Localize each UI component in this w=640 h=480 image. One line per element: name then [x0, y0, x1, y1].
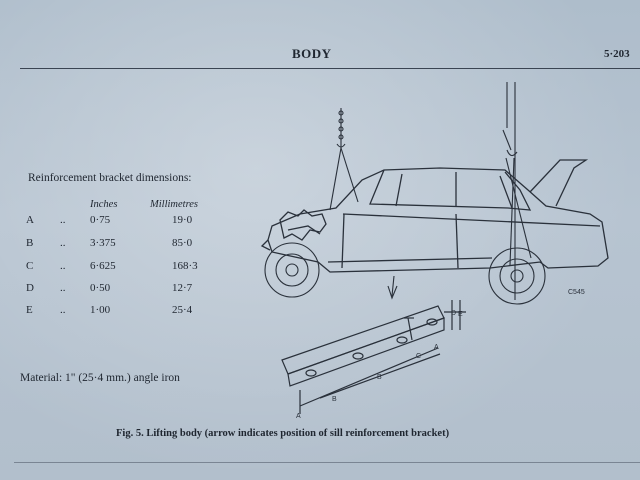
bracket-label-d: D [451, 310, 457, 317]
bracket-label-b: B [332, 396, 337, 403]
sill-reinforcement-bracket [282, 300, 466, 414]
lifting-chain-left [330, 108, 358, 210]
material-note: Material: 1" (25·4 mm.) angle iron [20, 372, 180, 384]
car-body [262, 160, 608, 272]
dimension-key: C [26, 260, 34, 272]
bracket-label-a-2: A [434, 344, 439, 351]
bracket-label-e: E [458, 311, 463, 318]
hoist-right [503, 82, 531, 300]
dimension-leader: .. [60, 304, 66, 316]
dimension-inches: 0·50 [90, 282, 111, 294]
dimension-key: A [26, 214, 34, 226]
dimension-inches: 0·75 [90, 214, 111, 226]
dimension-mm: 12·7 [172, 282, 193, 294]
column-header-millimetres: Millimetres [150, 199, 199, 210]
dimension-mm: 168·3 [172, 260, 198, 272]
figure-reference-code: C545 [568, 289, 585, 296]
column-header-inches: Inches [90, 199, 118, 210]
bracket-label-b-2: B [377, 374, 382, 381]
dimension-mm: 85·0 [172, 237, 193, 249]
rear-wheel [489, 248, 545, 304]
dimension-leader: .. [60, 282, 66, 294]
section-title: BODY [292, 46, 332, 61]
dimension-key: E [26, 304, 33, 316]
dimension-key: B [26, 237, 34, 249]
dimension-mm: 19·0 [172, 214, 193, 226]
bracket-label-a: A [296, 413, 301, 420]
dimension-inches: 1·00 [90, 304, 111, 316]
front-wheel [265, 243, 319, 297]
dimension-inches: 6·625 [90, 260, 116, 272]
dimension-leader: .. [60, 214, 66, 226]
dimension-mm: 25·4 [172, 304, 193, 316]
dimensions-table-title: Reinforcement bracket dimensions: [28, 172, 192, 184]
figure-caption: Fig. 5. Lifting body (arrow indicates position of sill reinforcement bracket) [116, 428, 450, 439]
dimension-inches: 3·375 [90, 237, 116, 249]
footer-rule [14, 462, 640, 463]
dimension-leader: .. [60, 237, 66, 249]
sill-arrow-icon [388, 276, 397, 298]
dimension-key: D [26, 282, 34, 294]
page-number: 5·203 [604, 48, 630, 60]
dimension-leader: .. [60, 260, 66, 272]
bracket-label-c: C [416, 353, 422, 360]
